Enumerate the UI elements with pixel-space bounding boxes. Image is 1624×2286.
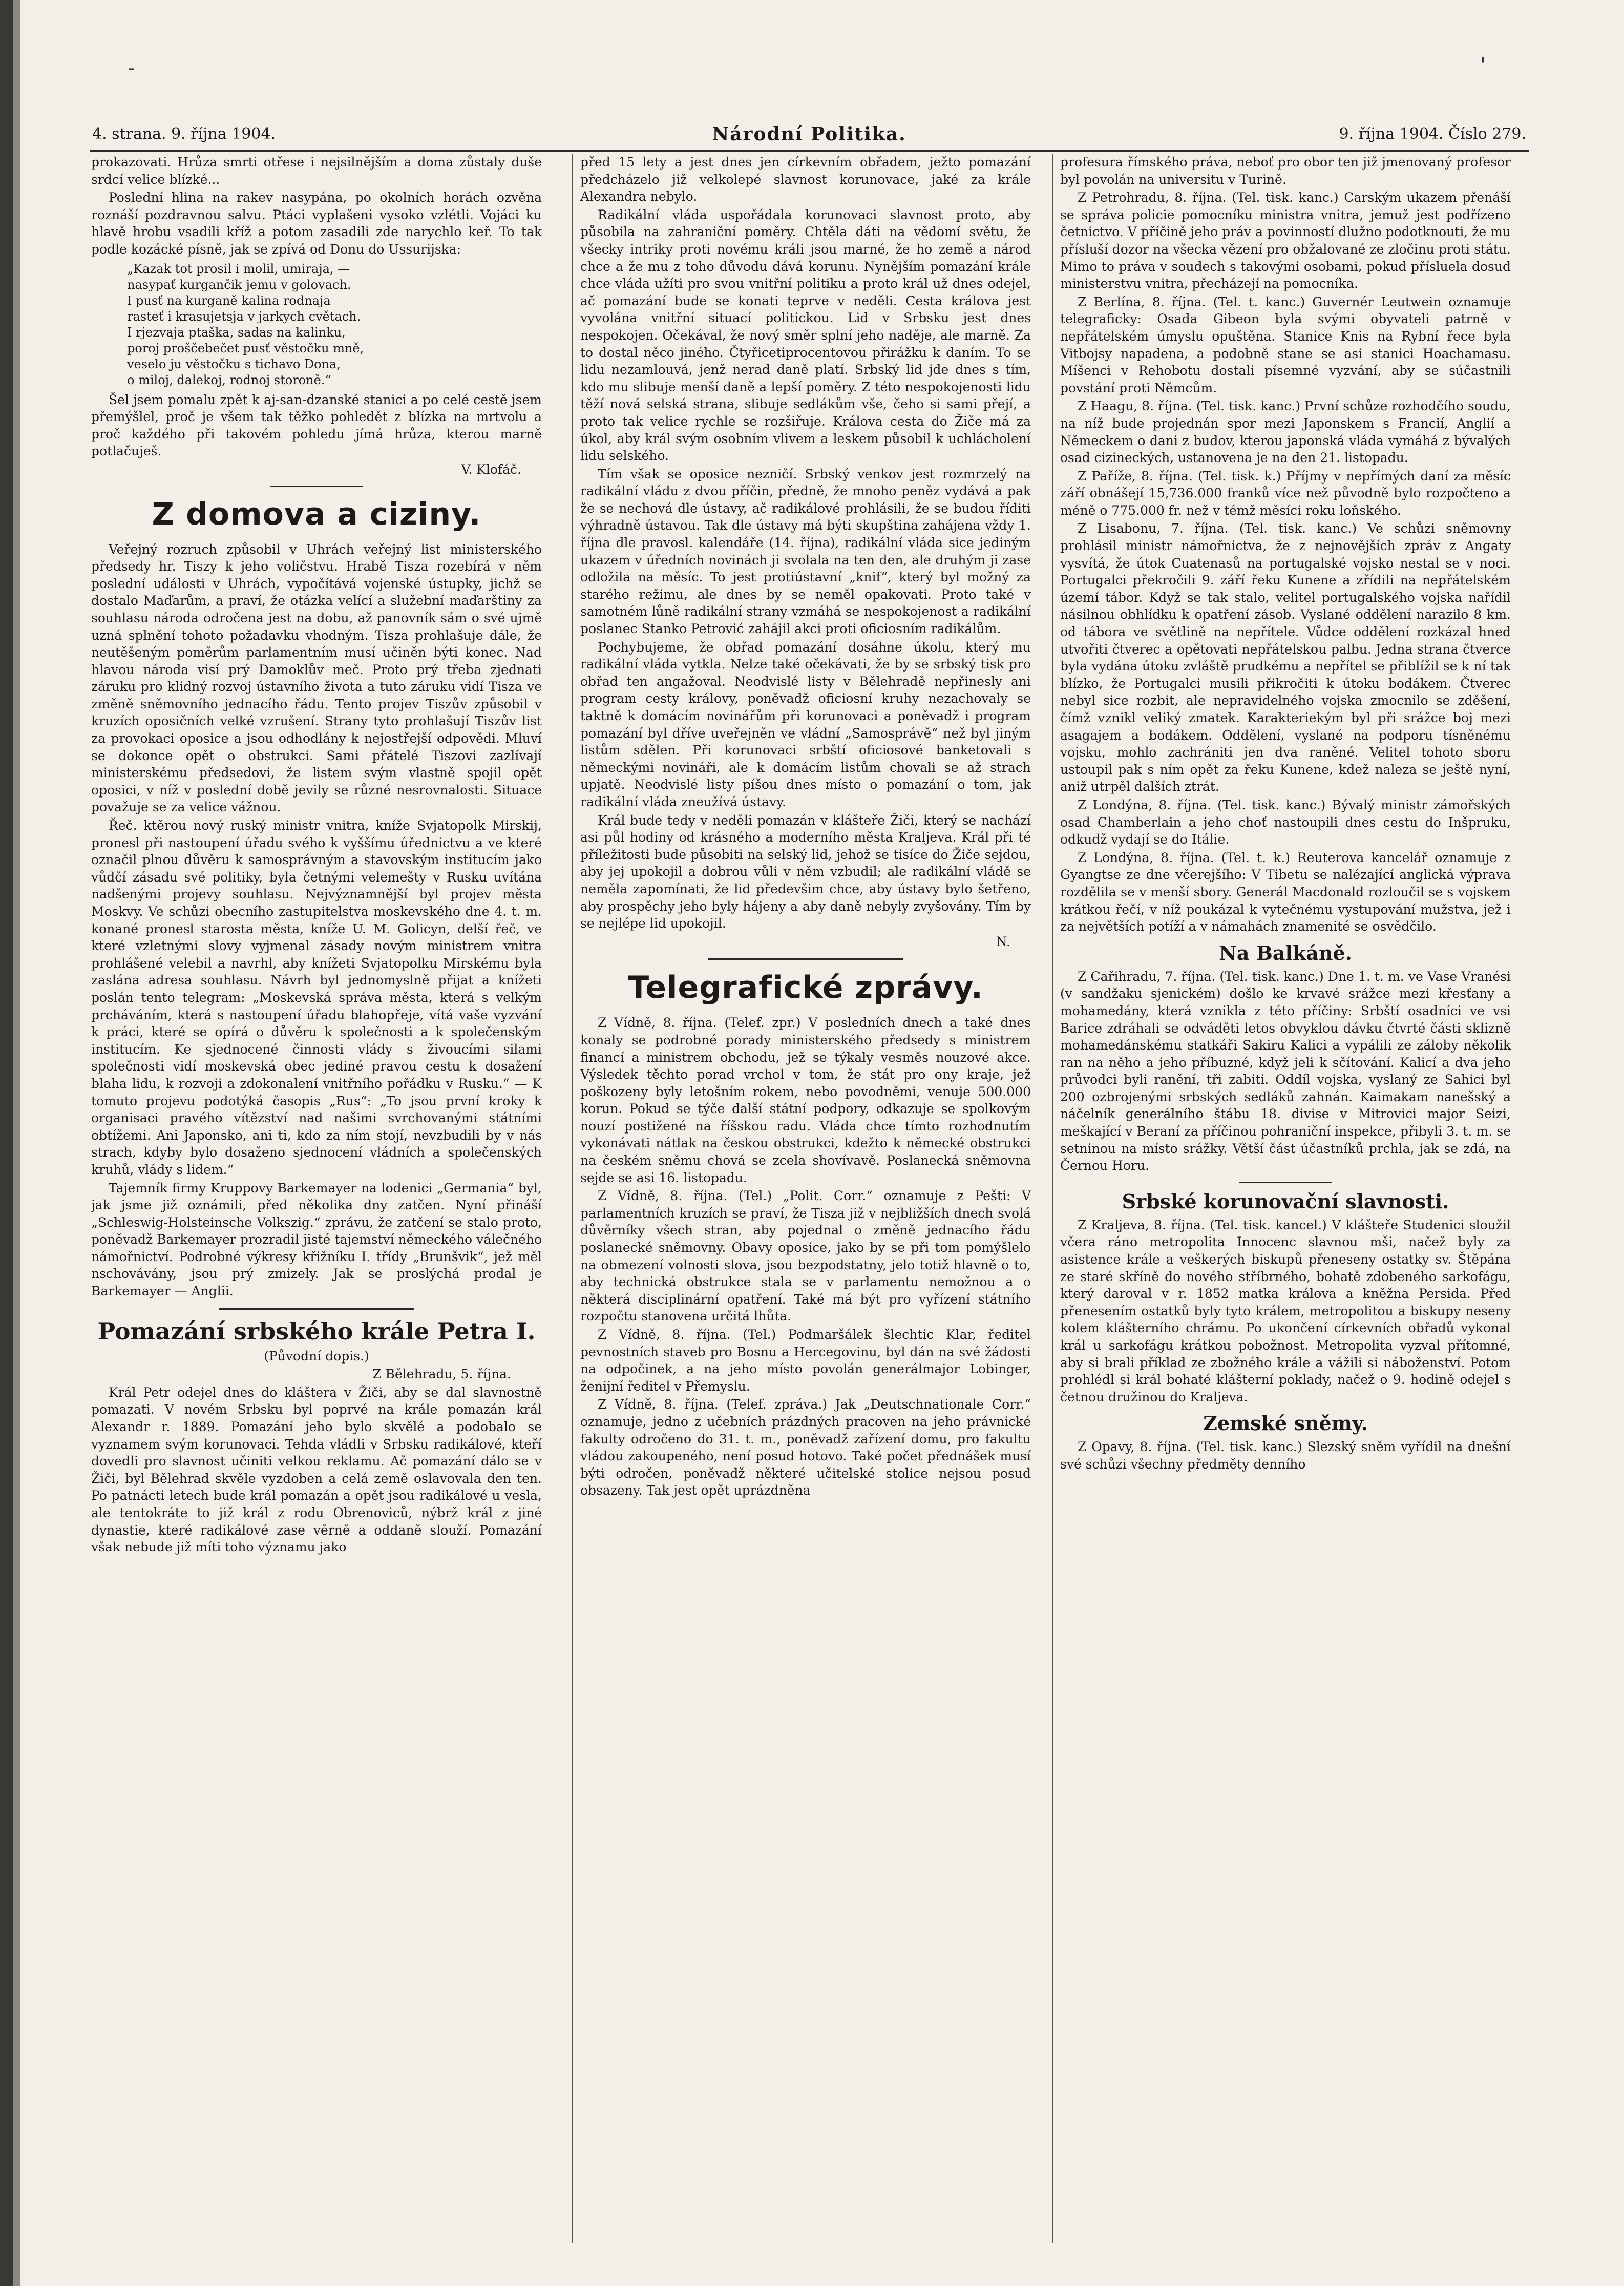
author-signature: N. (996, 934, 1010, 949)
article-headline: Pomazání srbského krále Petra I. (97, 1317, 536, 1345)
scan-mark: ‑ (128, 56, 135, 80)
telegram-item: Z Lisabonu, 7. října. (Tel. tisk. kanc.) Ve schůzi sněmovny prohlásil ministr námořnictva, že z nejnovějších zpráv z Angaty vysvítá, že útok Cuatenasů na portugalské vojsko nestal se v noci. Portugalci překročili 9. září řeku Kunene a zřídili na nepřátelském území tábor. Když se tak stalo, velitel portugalského vojska nařídil násilnou obhlídku k opatření zásob. Vyslané oddělení narazilo 8 km. od tábora ve světlině na nepřítele. Vůdce oddělení rozkázal hned utvořiti čtverec a opětovati nepřátelskou palbu. Jedna strana čtverce byla vydána útoku zvláště prudkému a nepřítel se přiblížil se k ní tak blízko, že Portugalci musili přikročiti k útoku bodákem. Čtverec nebyl sice rozbit, ale nepravidelného vojska zmocnilo se zděšení, čímž vznikl veliký zmatek. Karakteriekým byl při srážce boj mezi asagajem a bodákem. Oddělení, vyslané na podporu tísněnému vojsku, mohlo zachrániti jen dva raněné. Velitel tohoto sboru ustoupil pak s ním opět za řeku Kunene, kdež naleza se ještě nyní, aniž utrpěl dalších ztrát. (1060, 521, 1511, 794)
news-item: Veřejný rozruch způsobil v Uhrách veřejný list ministerského předsedy hr. Tiszy k jeho voličstvu. Hrabě Tisza rozebírá v něm poslední události v Uhrách, vypočítává vojenské ústupky, jichž se dostalo Maďarům, a praví, že otázka velící a služební maďarštiny za souhlasu národa odročena jest na dobu, až panovník sám o své ujmě uzná splnění tohoto požadavku vhodným. Tisza prohlašuje dále, že neutěšeným poměrům parlamentním musí učiněn býti konec. Nad hlavou národa visí prý Damoklův meč. Proto prý třeba zjednati záruku pro klidný rozvoj ústavního života a tuto záruku vidí Tisza ve změně sněmovního jednacího řádu. Tento projev Tiszův způsobil v kruzích oposičních velké vzrušení. Strany tyto prohlašují Tiszův list za provokaci oposice a jsou odhodlány k nejostřejší odpovědi. Mluví se dokonce opět o obstrukci. Sami přátelé Tiszovi zazlívají ministerskému předsedovi, že listem svým vlastně spojil opět oposici, v níž v poslední době jevily se různé nesrovnalosti. Situace považuje se za velice vážnou. (91, 541, 542, 815)
verse-line: I pusť na kurganě kalina rodnaja (127, 293, 331, 308)
column-divider (1052, 154, 1053, 2243)
article-subtitle: (Původní dopis.) (264, 1348, 369, 1364)
song-verse (127, 261, 542, 388)
column-divider (572, 154, 573, 2243)
verse-line: I rjezvaja ptaška, sadas na kalinku, (127, 325, 346, 340)
section-rule (708, 958, 903, 960)
article-dateline: Z Bělehradu, 5. října. (372, 1367, 511, 1382)
section-heading: Z domova a ciziny. (152, 496, 481, 532)
telegram-item: Z Vídně, 8. října. (Tel.) Podmaršálek šlechtic Klar, ředitel pevnostních staveb pro Bosnu a Hercegovinu, byl dán na své žádosti na odpočinek, a na jeho místo povolán generálmajor Lobinger, ženijní ředitel v Přemyslu. (580, 1327, 1031, 1394)
telegram-item: Z Berlína, 8. října. (Tel. t. kanc.) Guvernér Leutwein oznamuje telegraficky: Osada Gibeon byla svými obyvateli patrně v nepřátelském úmyslu opuštěna. Stanice Knis na Rybní řece byla Vitbojsy napadena, a podobně stane se asi stanici Hoachamasu. Míšenci v Rehobotu dostali písemné vyzvání, aby se súčastnili povstání proti Němcům. (1060, 294, 1511, 395)
page-header (92, 119, 1526, 150)
article-paragraph: Tím však se oposice nezničí. Srbský venkov jest rozmrzelý na radikální vládu z dvou příčin, předně, že mnoho peněz vydává a pak že se nechová dle ústavy, ač radikálové prohlásili, že se budou říditi výhradně ústavou. Tak dle ústavy má býti skupština zahájena vždy 1. října dle pravosl. kalendáře (14. října), radikální vláda sice jediným ukazem v úředních novinách ji svolala na ten den, ale druhým ji zase odložila na měsíc. To jest protiústavní „knif“, který byl možný za starého režimu, ale dnes by se neměl opakovati. Proto také v samotném lůně radikální strany vzmáhá se nespokojenost a radikální poslanec Stanko Petrović zahájil akci proti oficiosním radikálům. (580, 466, 1031, 637)
telegram-item: Z Paříže, 8. října. (Tel. tisk. k.) Příjmy v nepřímých daní za měsíc září obnášejí 15,736.000 franků více než původně bylo rozpočteno a méně o 775.000 fr. než v témž měsíci roku loňského. (1060, 468, 1511, 518)
section-heading: Telegrafické zprávy. (628, 970, 983, 1006)
verse-line: poroj proščebečet pusť věstočku mně, (127, 341, 364, 355)
column-3 (1060, 154, 1511, 2243)
article-paragraph: Šel jsem pomalu zpět k aj-san-dzanské stanici a po celé cestě jsem přemýšlel, proč je všem tak těžko pohledět z blízka na mrtvolu a proč každého při takovém pohledu jímá hrůza, kterou marně potlačuješ. (91, 392, 542, 459)
news-item: Řeč. ktěrou nový ruský ministr vnitra, kníže Svjatopolk Mirskij, pronesl při nastoupení úřadu svého k vyššímu úřednictvu a ve které označil plnou důvěru k samosprávným a stavovským institucím jako vůdčí zásadu své politiky, byla četnými velemešty v Rusku uvítána nadšenými projevy souhlasu. Nejvýznamnější byl projev města Moskvy. Ve schůzi obecního zastupitelstva moskevského dne 4. t. m. konané pronesl starosta města, kníže U. M. Golicyn, delší řeč, ve které vzletnými slovy vyjmenal zásady novým ministrem vnitra prohlášené velebil a navrhl, aby knížeti Svjatopolku Mirskému byla zaslána adresa souhlasu. Návrh byl jednomyslně přijat a knížeti poslán tento telegram: „Moskevská správa města, která s velkým prcháváním, která s nastoupení úřadu blahopřeje, vítá vaše vyzvání k práci, které se opírá o důvěru k společnosti a k společenským institucím. Ke sjednocené činnosti vlády s živoucími silami společnosti vidí moskevská obec jediné pravou cestu k dosažení blaha lidu, k rozvoji a zdokonalení vnitřního pořádku v Rusku.“ — K tomuto projevu podotýká časopis „Rus“: „To jsou první kroky k organisaci pravého vítězství nad našimi svrchovanými státními obtížemi. Ani Japonsko, ani ti, kdo za ním stojí, nevzbudili by v nás strach, kdyby bylo dosaženo sjednocení vládních a společenských kruhů, vlády s lidem.“ (91, 818, 542, 1177)
section-rule (219, 1308, 414, 1310)
article-paragraph: Pochybujeme, že obřad pomazání dosáhne úkolu, který mu radikální vláda vytkla. Nelze také očekávati, že by se srbský tisk pro obřad ten angažoval. Neodvislé listy v Bělehradě nepřinesly ani program cesty královy, poněvadž oficiosní kruhy nezachovaly se taktně k domácím novinářům při korunovaci a poněvadž i program pomazání byl dříve uveřejněn ve vládní „Samosprávě“ než byl jiným listům sdělen. Při korunovaci srbští oficiosové banketovali s německými novináři, ale k domácím listům chovali se až strach upjatě. Neodvislé listy píšou dnes místo o pomazání o tom, jak radikální vláda zneužívá ústavy. (580, 639, 1031, 809)
telegram-item: Z Kraljeva, 8. října. (Tel. tisk. kancel.) V klášteře Studenici sloužil včera ráno metropolita Innocenc slavnou mši, načež byly za asistence krále a veškerých biskupů přeneseny ostatky sv. Štěpána ze staré skříně do nového stříbrného, bohatě zdobeného sarkofágu, který daroval v r. 1852 matka králova a kněžna Persida. Před přenesením ostatků byly tyto králem, metropolitou a biskupy neseny kolem klášterního chrámu. Po ukončení církevních obřadů vykonal král u sarkofágu krátkou pobožnost. Metropolita vyzval přítomné, aby si brali příklad ze zbožného krále a vážili si náboženství. Potom prohlédl si král bohaté klášterní poklady, načež o 9. hodině odejel s četnou družinou do Kraljeva. (1060, 1217, 1511, 1404)
telegram-item: Z Vídně, 8. října. (Telef. zpr.) V posledních dnech a také dnes konaly se podrobné porady ministerského předsedy s ministrem financí a ministrem obchodu, jež se týkaly vesměs nouzové akce. Výsledek těchto porad vrchol v tom, že stát pro ony kraje, jež poškozeny byly letošním rokem, nebo povodněmi, venuje 500.000 korun. Pokud se týče další státní podpory, odkazuje se spolkovým nouzí postižené na říšskou radu. Vláda chce tímto rozhodnutím vykonávati nátlak na českou obstrukci, kdežto k německé obstrukci na českém sněmu chová se zcela shovívavě. Poslanecká sněmovna sejde se asi 16. listopadu. (580, 1015, 1031, 1185)
telegram-item: Z Opavy, 8. října. (Tel. tisk. kanc.) Slezský sněm vyřídil na dnešní své schůzi všechny předměty denního (1060, 1439, 1511, 1472)
subsection-heading: Srbské korunovační slavnosti. (1122, 1189, 1449, 1213)
article-paragraph: prokazovati. Hrůza smrti otřese i nejsilnějším a doma zůstaly duše srdcí velice blízké... (91, 155, 542, 187)
telegram-item: profesura římského práva, neboť pro obor ten již jmenovaný profesor byl povolán na universitu v Turině. (1060, 155, 1511, 187)
article-paragraph: Radikální vláda uspořádala korunovaci slavnost proto, aby působila na zahraniční poměry. Chtěla dáti na vědomí světu, že všecky intriky proti novému králi jsou marné, že ho země a národ chce a že mu z toho důvodu dává korunu. Nynějším pomazání krále chce vláda užíti pro svou vnitřní politiku a proto král už dnes odejel, ač pomazání bude se konati teprve v neděli. Cesta králova jest vyvolána vnitřní situací politickou. Lid v Srbsku jest dnes nespokojen. Očekával, že nový směr splní jeho naděje, ale marně. Za to dostal něco jiného. Čtyřicetiprocentovou přirážku k daním. To se lidu nezamlouvá, jenž nerad daně platí. Srbský lid jde dnes s tím, kdo mu slibuje menší daně a lepší poměry. Z této nespokojenosti lidu těží nová selská strana, slibuje sedlákům vše, čeho si sami přejí, a proto tak velice rychle se rozšiřuje. Králova cesta do Žiče má za úkol, aby král svým osobním vlivem a leskem působil k uchlácholení lidu selského. (580, 207, 1031, 464)
section-rule (270, 486, 363, 487)
column-2 (580, 154, 1031, 2243)
verse-line: rasteť i krasujetsja v jarkych cvětach. (127, 309, 361, 324)
telegram-item: Z Londýna, 8. října. (Tel. tisk. kanc.) Bývalý ministr zámořských osad Chamberlain a jeho choť nastoupili dnes cestu do Inšpruku, odkudž vydají se do Itálie. (1060, 797, 1511, 847)
article-paragraph: před 15 lety a jest dnes jen církevním obřadem, ježto pomazání předcházelo již velkolepé slavnost korunovace, jaké za krále Alexandra nebylo. (580, 155, 1031, 204)
scan-edge-dark (0, 0, 13, 2286)
telegram-item: Z Vídně, 8. října. (Tel.) „Polit. Corr.“ oznamuje z Pešti: V parlamentních kruzích se praví, že Tisza již v nejbližších dnech svolá důvěrníky všech stran, aby pojednal o změně jednacího řádu poslanecké sněmovny. Obavy oposice, jako by se při tom pomýšlelo na obmezení volnosti slova, jsou bezpodstatny, jelo totiž hlavně o to, aby technická obstrukce stala se v parlamentu nemožnou a o některá disciplinární opatření. Také má být pro vyřízení státního rozpočtu stanovena určitá lhůta. (580, 1188, 1031, 1324)
issue-date-number: 9. října 1904. Číslo 279. (1339, 125, 1526, 143)
verse-line: veselo ju věstočku s tichavo Dona, (127, 356, 341, 371)
header-rule (90, 150, 1529, 152)
telegram-item: Z Cařihradu, 7. října. (Tel. tisk. kanc.) Dne 1. t. m. ve Vase Vranési (v sandžaku sjenickém) došlo ke krvavé srážce mezi křesťany a mohamedány, která vznikla z této příčiny: Srbští osadníci ve vsi Barice zdráhali se odváděti letos obvyklou dávku čtvrté části sklizně mohamedánskému statkáři Sakiru Kalici a vypálili ze záloby několik ran na něho a jeho příbuzné, když jeli k sčítování. Kalicí a dva jeho průvodci byli ranění, tři zabiti. Oddíl vojska, vyslaný ze Sahici byl 200 ozbrojenými srbských sedláků zahnán. Kaimakam nanešský a náčelník generálního štábu 18. divise v Mitrovici major Seizi, meškající v Beraní za příčinou pohraniční inspekce, přibyli 3. t. m. se setninou na místo srážky. Větší část účastníků prchla, jak se zdá, na Černou Horu. (1060, 969, 1511, 1173)
telegram-item: Z Londýna, 8. října. (Tel. t. k.) Reuterova kancelář oznamuje z Gyangtse ze dne včerejšího: V Tibetu se nalézající anglická výprava rozdělila se v menší sbory. Generál Macdonald rozloučil se s vojskem krátkou řečí, v níž poukázal k vytečnému vystupování mužstva, jež i za největších potíží a v námahách znamenité se osvědčilo. (1060, 850, 1511, 934)
column-1 (91, 154, 542, 2243)
subsection-heading: Zemské sněmy. (1203, 1412, 1368, 1435)
section-rule (1239, 1182, 1332, 1183)
verse-line: nasypať kurgančik jemu v golovach. (127, 277, 351, 292)
telegram-item: Z Vídně, 8. října. (Telef. zpráva.) Jak „Deutschnationale Corr.“ oznamuje, jedno z učebních prázdných pracoven na jeho právnické fakulty odročeno do 31. t. m., poněvadž zařízení domu, pro fakultu vládou zakoupeného, není posud hotovo. Také počet přednášek musí býti odročen, poněvadž některé učitelské stolice nejsou posud obsazeny. Tak jest opět uprázdněna (580, 1397, 1031, 1498)
verse-line: „Kazak tot prosil i molil, umiraja, — (127, 261, 350, 276)
newspaper-title: Národní Politika. (712, 123, 906, 145)
article-paragraph: Král bude tedy v neděli pomazán v klášteře Žiči, který se nachází asi půl hodiny od krásného a moderního města Kraljeva. Král při té příležitosti bude působiti na selský lid, jehož se tisíce do Žiče sejdou, aby jej upokojil a dobrou vůli v něm vzbudil; ale radikální vládě se neměla zapomínati, že lid předevšim chce, aby ústavy bylo šetřeno, aby prospěchy jeho byly hájeny a aby daně nebyly zvyšovány. Tím by se nejlépe lid upokojil. (580, 812, 1031, 931)
telegram-item: Z Petrohradu, 8. října. (Tel. tisk. kanc.) Carským ukazem přenáší se správa policie pomocníku ministra vnitra, jemuž jest podřízeno četnictvo. V příčině jeho práv a povinností dlužno podotknouti, že mu přísluší dozor na všecka vězení pro obžalované ze zločinu proti státu. Mimo to práva v soudech s takovými osobami, pokud přísluela dosud ministerstvu vnitra, přecházejí na pomocníka. (1060, 190, 1511, 291)
news-item: Tajemník firmy Kruppovy Barkemayer na lodenici „Germania“ byl, jak jsme již oznámili, před několika dny zatčen. Nyní přináší „Schleswig-Holsteinsche Volkszig.“ zprávu, že zatčení se stalo proto, poněvadž Barkemayer prozradil jisté tajemství německého válečného námořnictví. Podrobné výkresy křižníku I. třídy „Brunšvik“, jež měl nschovávány, jsou prý zmizely. Jak se proslýchá prodal je Barkemayer — Anglii. (91, 1180, 542, 1299)
article-paragraph: Poslední hlina na rakev nasypána, po okolních horách ozvěna roznáší pozdravnou salvu. Ptáci vyplašeni vysoko vzlétli. Vojáci ku hlavě hrobu vsadili kříž a potom zasadili zde narychlo keř. To tak podle kozácké písně, jak se zpívá od Donu do Ussurijska: (91, 190, 542, 257)
verse-line: o miloj, dalekoj, rodnoj storoně.“ (127, 372, 331, 387)
telegram-item: Z Haagu, 8. října. (Tel. tisk. kanc.) První schůze rozhodčího soudu, na níž bude projednán spor mezi Japonskem s Francií, Anglií a Německem o dani z budov, kterou japonská vláda vymáhá z bývalých osad cizineckých, ustanovena je na den 21. listopadu. (1060, 399, 1511, 466)
subsection-heading: Na Balkáně. (1219, 941, 1352, 964)
scan-edge-light (13, 0, 20, 2286)
author-signature: V. Klofáč. (461, 462, 521, 477)
scan-mark: ' (1480, 54, 1486, 77)
article-paragraph: Král Petr odejel dnes do kláštera v Žiči, aby se dal slavnostně pomazati. V novém Srbsku byl poprvé na krále pomazán král Alexandr r. 1889. Pomazání jeho bylo skvělé a podobalo se vyznamem svým korunovaci. Tehda vládli v Srbsku radikálové, kteří dovedli pro slavnost učiniti velkou reklamu. Ač pomazání dálo se v Žiči, byl Bělehrad skvěle vyzdoben a celá země oslavovala den ten. Po patnácti letech bude král pomazán a opět jsou radikálové u vesla, ale tentokráte to již král z rodu Obrenoviců, nýbrž král z jiné dynastie, které radikálové zase věrně a oddaně slouží. Pomazání však nebude již míti toho významu jako (91, 1385, 542, 1555)
page-number-date: 4. strana. 9. října 1904. (92, 125, 276, 143)
